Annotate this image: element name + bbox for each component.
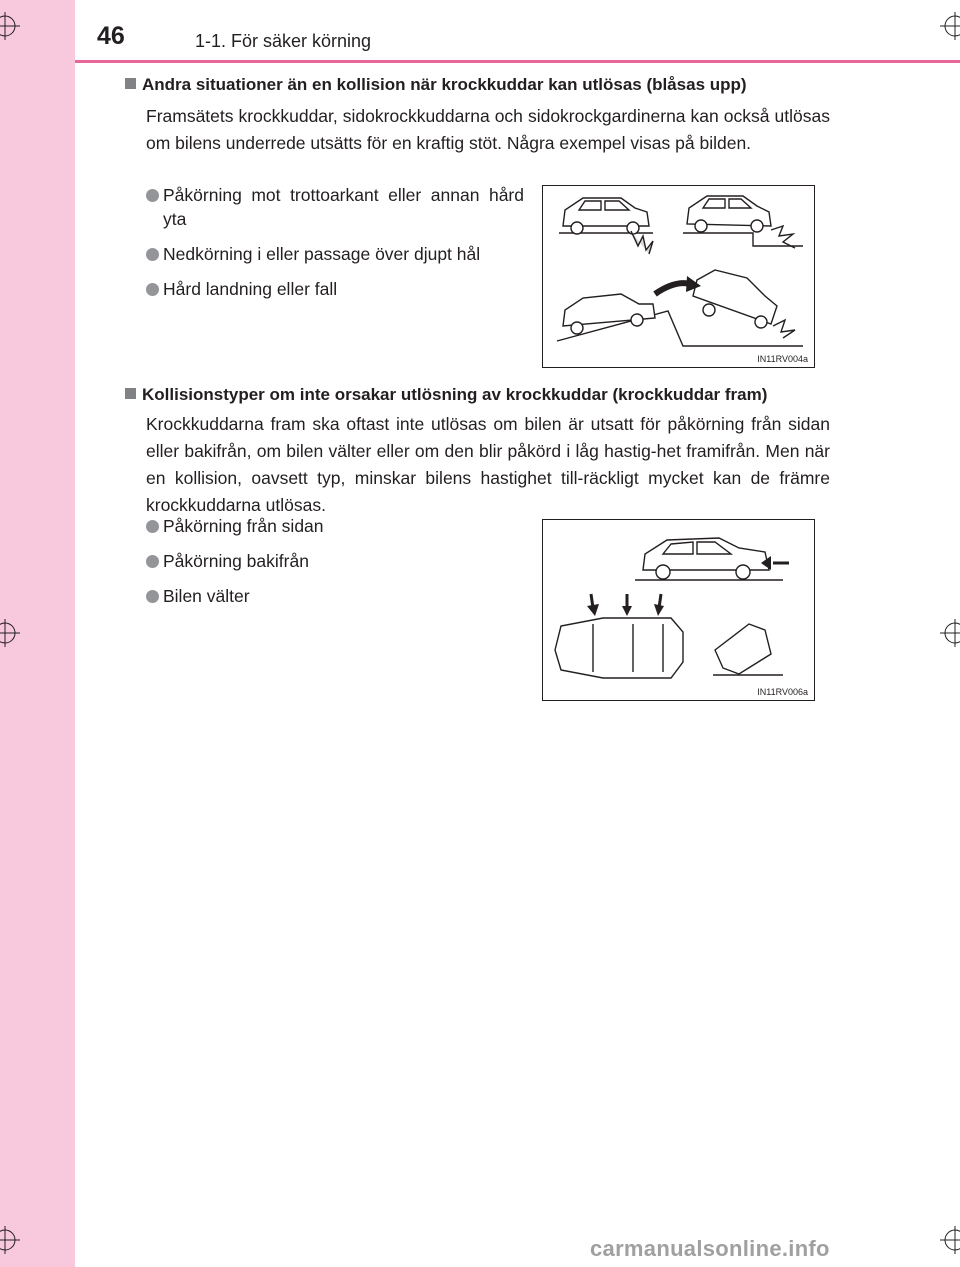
section-paragraph: Framsätets krockkuddar, sidokrockkuddarna och sidokrockgardinerna kan också utlösas om bilens underrede utsätts för en kraftig stöt. Några exempel visas på bilden. bbox=[146, 106, 830, 153]
figure-code: IN11RV006a bbox=[757, 687, 808, 697]
page-number: 46 bbox=[97, 22, 125, 50]
section-heading: Kollisionstyper om inte orsakar utlösning av krockkuddar (krockkuddar fram) bbox=[125, 385, 767, 405]
list-item: Hård landning eller fall bbox=[146, 277, 524, 301]
chapter-title: 1-1. För säker körning bbox=[195, 31, 372, 51]
list-item: Påkörning bakifrån bbox=[146, 549, 506, 573]
section-paragraph: Krockkuddarna fram ska oftast inte utlösas om bilen är utsatt för påkörning från sidan eller bakifrån, om bilen välter eller om den blir påkörd i låg hastig-het framifrån. Men när en kollision, oavsett typ, minskar bilens hastighet till-räckligt mycket kan de främre krockkuddarna utlösas. bbox=[146, 414, 830, 515]
list-item: Påkörning från sidan bbox=[146, 514, 506, 538]
section-heading: Andra situationer än en kollision när krockkuddar kan utlösas (blåsas upp) bbox=[125, 75, 747, 95]
list-item: Nedkörning i eller passage över djupt hål bbox=[146, 242, 524, 266]
list-item: Påkörning mot trottoarkant eller annan hård yta bbox=[146, 183, 524, 231]
list-item: Bilen välter bbox=[146, 584, 506, 608]
watermark: carmanualsonline.info bbox=[590, 1236, 830, 1261]
figure-code: IN11RV004a bbox=[757, 354, 808, 364]
